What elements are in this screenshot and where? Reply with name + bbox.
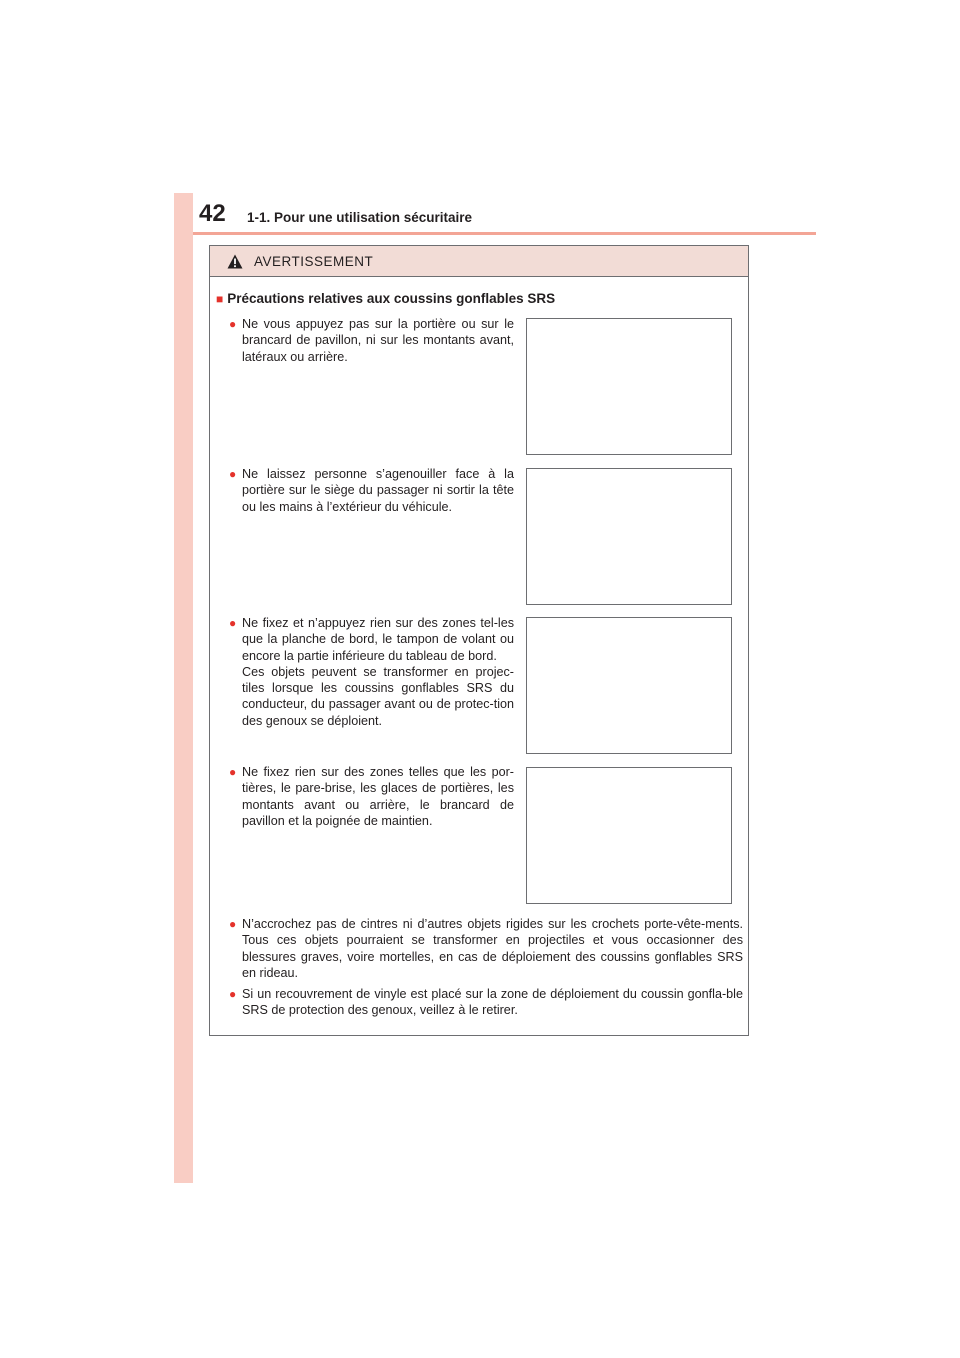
illustration-frame (526, 468, 732, 605)
warning-box (209, 245, 749, 1036)
red-dot-icon: ● (229, 987, 237, 1001)
illustration-frame (526, 617, 732, 754)
list-item-text: Ne fixez rien sur des zones telles que les por-tières, le pare-brise, les glaces de portières, les montants avant ou arrière, le brancard de pavillon et la poignée de maintien. (242, 765, 514, 828)
list-item (229, 764, 514, 829)
red-square-icon: ■ (216, 292, 224, 306)
warning-header (210, 246, 748, 277)
side-tab-strip (174, 193, 193, 1183)
warning-title: AVERTISSEMENT (254, 254, 374, 269)
list-item (229, 916, 743, 981)
page-number: 42 (199, 200, 226, 227)
list-item-text: Ne fixez et n’appuyez rien sur des zones tel-les que la planche de bord, le tampon de volant ou encore la partie inférieure du tableau de bord. (242, 616, 514, 663)
warning-subheading (216, 290, 555, 308)
header-rule (193, 232, 816, 235)
list-item-text-2: Ces objets peuvent se transformer en projec-tiles lorsque les coussins gonflables SRS du conducteur, du passager avant ou de protec-tion des genoux se déploient. (242, 664, 514, 728)
red-dot-icon: ● (229, 917, 237, 931)
list-item (229, 615, 514, 729)
list-item-text: N’accrochez pas de cintres ni d’autres objets rigides sur les crochets porte-vête-ments. Tous ces objets pourraient se transformer en projectiles et vous occasionner des blessures graves, voire mortelles, en cas de déploiement des coussins gonflables SRS en rideau. (242, 917, 743, 980)
red-dot-icon: ● (229, 765, 237, 779)
warning-subheading-text: Précautions relatives aux coussins gonflables SRS (227, 291, 556, 306)
red-dot-icon: ● (229, 616, 237, 630)
list-item-text: Ne laissez personne s’agenouiller face à la portière sur le siège du passager ni sortir la tête ou les mains à l’extérieur du véhicule. (242, 467, 514, 514)
red-dot-icon: ● (229, 317, 237, 331)
illustration-frame (526, 767, 732, 904)
list-item (229, 466, 514, 515)
red-dot-icon: ● (229, 467, 237, 481)
section-title: 1-1. Pour une utilisation sécuritaire (247, 210, 473, 225)
list-item (229, 986, 743, 1019)
list-item (229, 316, 514, 365)
illustration-frame (526, 318, 732, 455)
list-item-text: Si un recouvrement de vinyle est placé sur la zone de déploiement du coussin gonfla-ble SRS de protection des genoux, veillez à le retirer. (242, 987, 743, 1018)
warning-triangle-icon (227, 254, 243, 269)
list-item-text: Ne vous appuyez pas sur la portière ou sur le brancard de pavillon, ni sur les montants avant, latéraux ou arrière. (242, 317, 514, 364)
